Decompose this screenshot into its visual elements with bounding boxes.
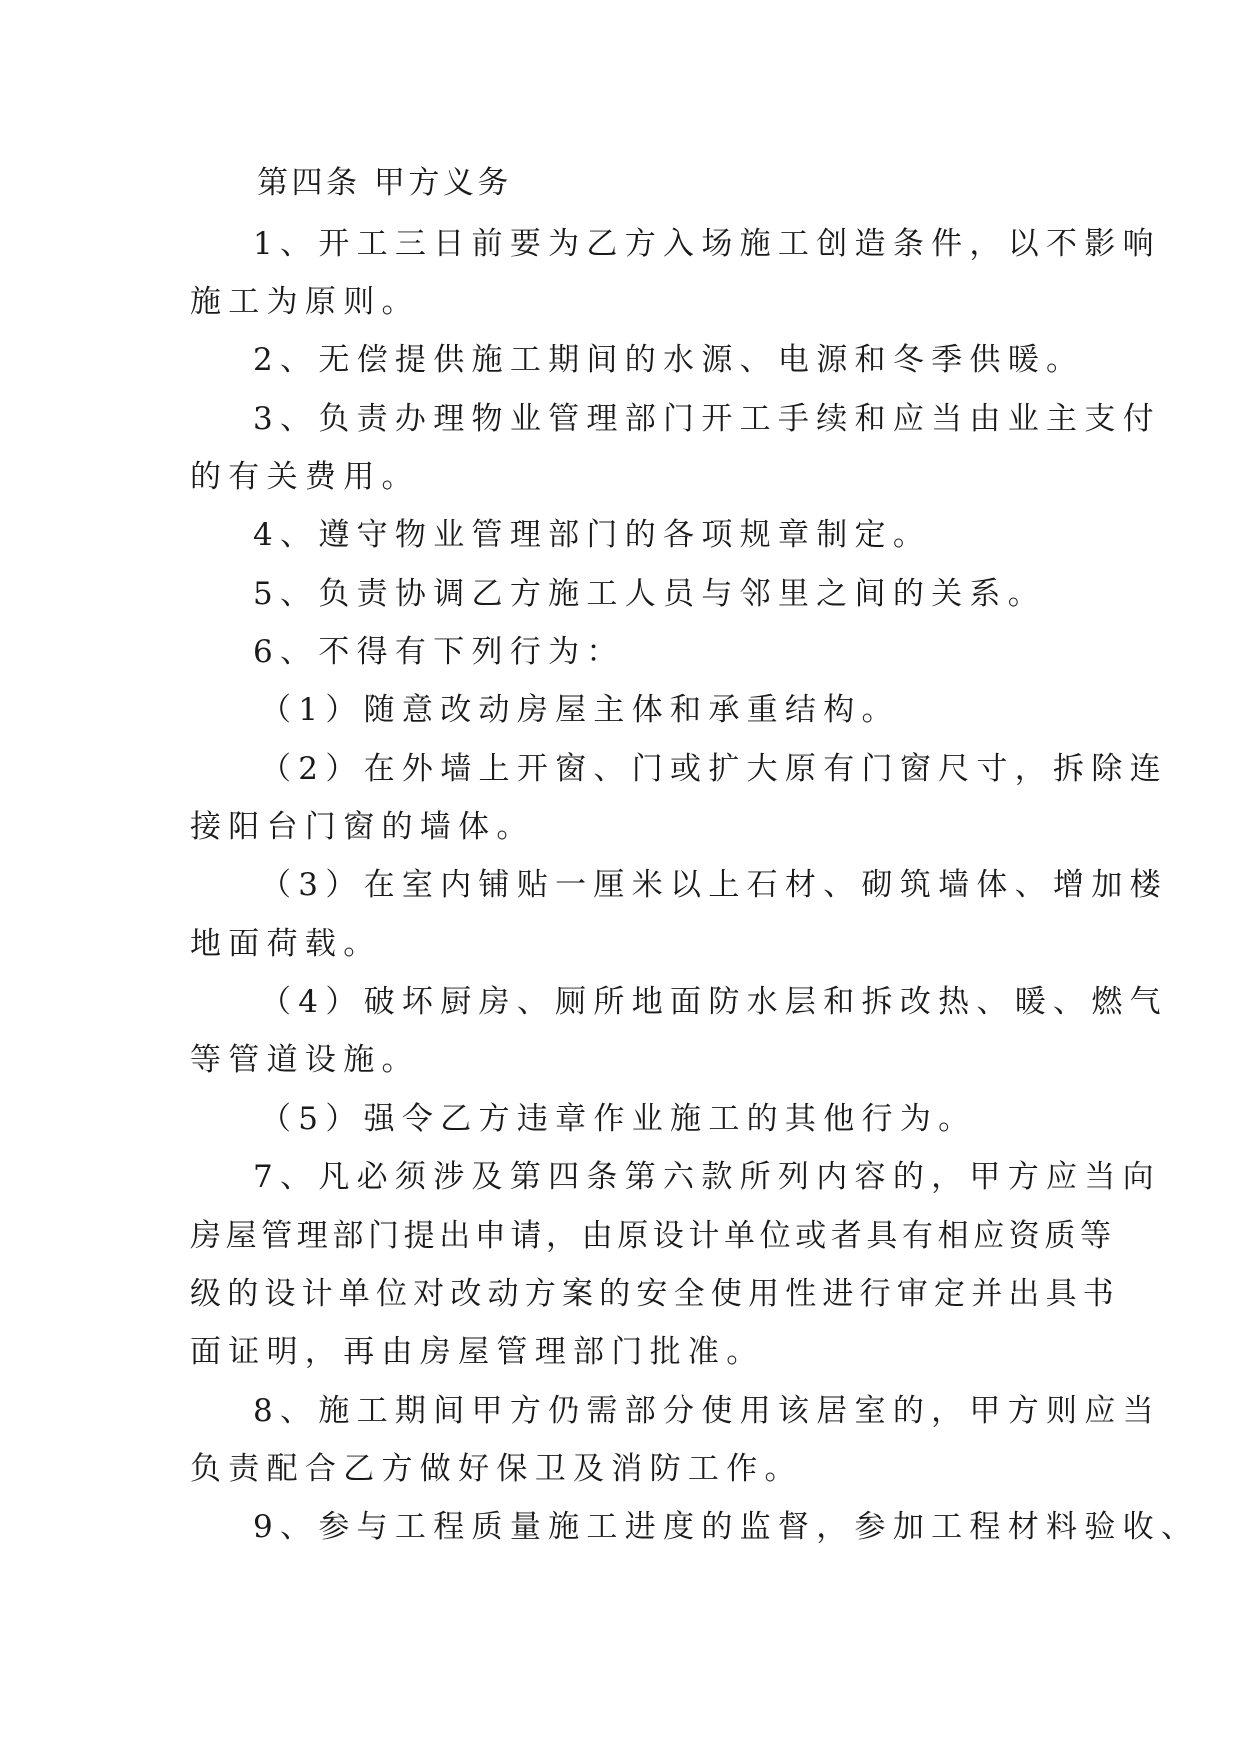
paragraph-line: 8、施工期间甲方仍需部分使用该居室的，甲方则应当 xyxy=(253,1393,1161,1429)
paragraph-line: 负责配合乙方做好保卫及消防工作。 xyxy=(190,1451,803,1487)
paragraph-line: 2、无偿提供施工期间的水源、电源和冬季供暖。 xyxy=(253,342,1085,378)
section-heading: 第四条 甲方义务 xyxy=(257,165,512,201)
paragraph-line: 地面荷载。 xyxy=(190,926,382,962)
paragraph-line: （3）在室内铺贴一厘米以上石材、砌筑墙体、增加楼 xyxy=(260,867,1168,903)
paragraph-line: 施工为原则。 xyxy=(190,284,420,320)
paragraph-line: 的有关费用。 xyxy=(190,459,420,495)
paragraph-line: 9、参与工程质量施工进度的监督，参加工程材料验收、 xyxy=(253,1509,1200,1545)
paragraph-line: 级的设计单位对改动方案的安全使用性进行审定并出具书 xyxy=(190,1276,1120,1312)
paragraph-line: 接阳台门窗的墙体。 xyxy=(190,809,535,845)
paragraph-line: （2）在外墙上开窗、门或扩大原有门窗尺寸，拆除连 xyxy=(260,751,1168,787)
paragraph-line: 房屋管理部门提出申请，由原设计单位或者具有相应资质等 xyxy=(190,1218,1116,1254)
paragraph-line: 5、负责协调乙方施工人员与邻里之间的关系。 xyxy=(253,576,1047,612)
paragraph-line: 7、凡必须涉及第四条第六款所列内容的，甲方应当向 xyxy=(253,1159,1161,1195)
paragraph-line: 4、遵守物业管理部门的各项规章制定。 xyxy=(253,517,932,553)
paragraph-line: （5）强令乙方违章作业施工的其他行为。 xyxy=(260,1101,977,1137)
paragraph-line: 面证明，再由房屋管理部门批准。 xyxy=(190,1334,765,1370)
paragraph-line: （4）破坏厨房、厕所地面防水层和拆改热、暖、燃气 xyxy=(260,984,1168,1020)
paragraph-line: （1）随意改动房屋主体和承重结构。 xyxy=(260,692,900,728)
paragraph-line: 3、负责办理物业管理部门开工手续和应当由业主支付 xyxy=(253,401,1161,437)
paragraph-line: 等管道设施。 xyxy=(190,1042,420,1078)
paragraph-line: 6、不得有下列行为： xyxy=(253,634,625,670)
paragraph-line: 1、开工三日前要为乙方入场施工创造条件，以不影响 xyxy=(253,226,1161,262)
